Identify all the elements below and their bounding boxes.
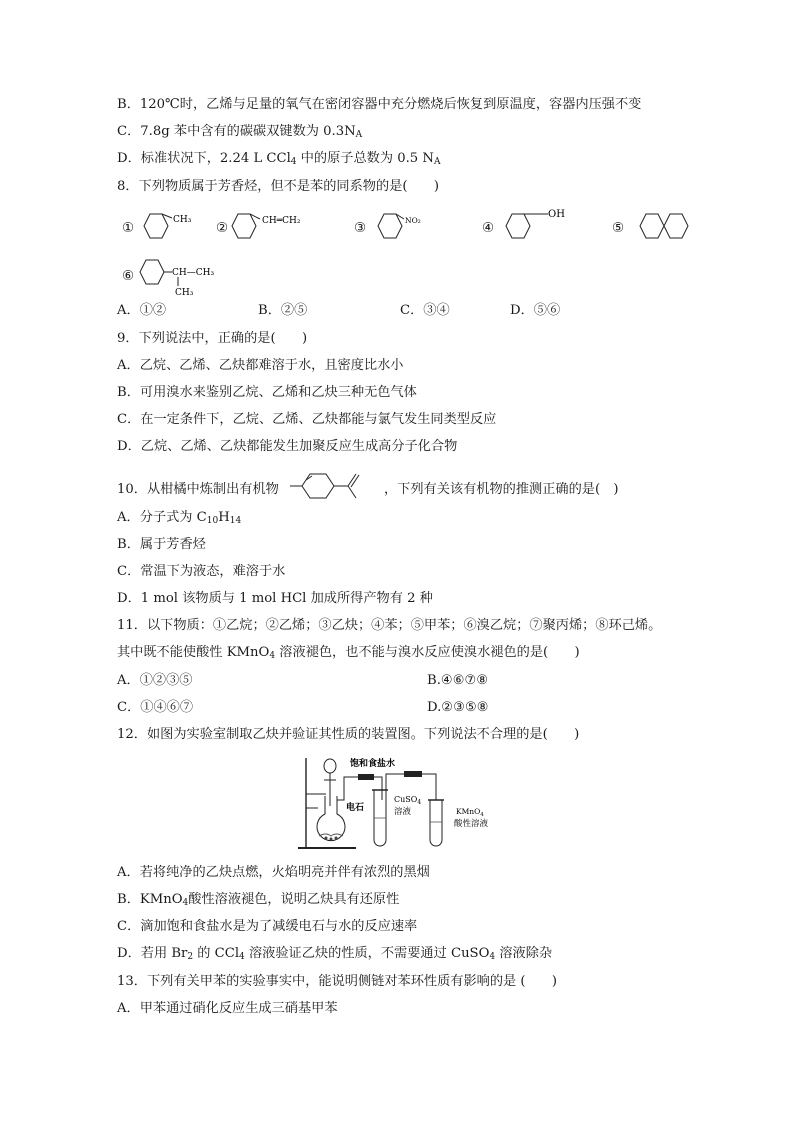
limonene-structure <box>290 466 380 508</box>
tube1-label-solution: 溶液 <box>394 807 412 817</box>
q8-label-3: ③ <box>354 220 367 236</box>
flask-label: 电石 <box>346 803 365 813</box>
tube1-label-formula: CuSO$_4$ <box>394 795 422 806</box>
q11-option-d: D.②③⑤⑧ <box>427 700 489 715</box>
q13-option-a: A．甲苯通过硝化反应生成三硝基甲苯 <box>117 1001 338 1016</box>
q12-stem: 12．如图为实验室制取乙炔并验证其性质的装置图。下列说法不合理的是( ) <box>117 727 580 742</box>
q9-option-c: C．在一定条件下，乙烷、乙烯、乙炔都能与氯气发生同类型反应 <box>117 412 497 427</box>
q8-option-b: B．②⑤ <box>258 303 308 318</box>
nitrobenzene-structure <box>376 210 446 250</box>
q11-option-b: B.④⑥⑦⑧ <box>427 673 489 688</box>
q8-label-2: ② <box>216 220 229 236</box>
q10-option-c: C．常温下为液态，难溶于水 <box>117 564 286 579</box>
q11-option-a: A．①②③⑤ <box>117 673 193 688</box>
q10-stem-end: ，下列有关该有机物的推测正确的是( ) <box>384 482 619 497</box>
q8-label-1: ① <box>122 220 135 236</box>
q8-option-d: D．⑤⑥ <box>510 303 561 318</box>
q8-option-c: C．③④ <box>400 303 450 318</box>
q7-option-b: B．120℃时，乙烯与足量的氧气在密闭容器中充分燃烧后恢复到原温度，容器内压强不变 <box>117 97 642 112</box>
q9-option-b: B．可用溴水来鉴别乙烷、乙烯和乙炔三种无色气体 <box>117 385 417 400</box>
acetylene-apparatus-figure <box>296 752 516 854</box>
q12-option-a: A．若将纯净的乙炔点燃，火焰明亮并伴有浓烈的黑烟 <box>117 865 430 880</box>
q8-label-4: ④ <box>482 220 495 236</box>
q8-group-3: NO₂ <box>405 216 421 225</box>
q12-option-b: B．KMnO$_4$酸性溶液褪色，说明乙炔具有还原性 <box>117 892 400 908</box>
tube2-label-formula: KMnO$_4$ <box>456 807 484 818</box>
tube2-label-solution: 酸性溶液 <box>454 819 489 829</box>
q12-option-d: D．若用 $Br_2$ 的 CCl$_4$ 溶液验证乙炔的性质，不需要通过 CuSO$_4$ 溶液除杂 <box>117 946 553 962</box>
q9-option-a: A．乙烷、乙烯、乙炔都难溶于水，且密度比水小 <box>117 358 404 373</box>
styrene-structure <box>230 210 330 250</box>
q11-stem-line1: 11．以下物质：①乙烷；②乙烯；③乙炔；④苯；⑤甲苯；⑥溴乙烷；⑦聚丙烯；⑧环己烯。 <box>117 618 662 633</box>
q9-stem: 9．下列说法中，正确的是( ) <box>117 331 308 346</box>
q8-label-5: ⑤ <box>612 220 625 236</box>
q11-option-c: C．①④⑥⑦ <box>117 700 194 715</box>
naphthalene-structure <box>638 210 694 246</box>
q8-option-a: A．①② <box>117 303 167 318</box>
q10-option-d: D．1 mol 该物质与 1 mol HCl 加成所得产物有 2 种 <box>117 591 433 606</box>
q7-option-c: C．7.8g 苯中含有的碳碳双键数为 $0.3N_A$ <box>117 124 363 140</box>
phenol-structure <box>504 208 574 248</box>
q7-option-d: D．标准状况下，2.24 L CCl$_4$ 中的原子总数为 0.5 $N_A$ <box>117 151 441 167</box>
q11-stem-line2: 其中既不能使酸性 KMnO$_4$ 溶液褪色，也不能与溴水反应使溴水褪色的是( ) <box>117 645 580 661</box>
q12-option-c: C．滴加饱和食盐水是为了减缓电石与水的反应速率 <box>117 919 418 934</box>
q8-group-4: OH <box>548 209 565 220</box>
q10-option-b: B．属于芳香烃 <box>117 537 206 552</box>
q8-group-5: CH—CH₃ <box>172 268 215 278</box>
q13-stem: 13．下列有关甲苯的实验事实中，能说明侧链对苯环性质有影响的是 ( ) <box>117 974 558 989</box>
q10-stem-start: 10．从柑橘中炼制出有机物 <box>117 482 279 497</box>
q8-group-1: CH₃ <box>173 215 192 225</box>
toluene-structure <box>138 210 208 250</box>
q8-stem: 8．下列物质属于芳香烃，但不是苯的同系物的是( ) <box>117 179 439 194</box>
q9-option-d: D．乙烷、乙烯、乙炔都能发生加聚反应生成高分子化合物 <box>117 439 458 454</box>
q10-option-a: A．分子式为 $C_{10}H_{14}$ <box>117 510 242 526</box>
q8-label-6: ⑥ <box>122 268 135 284</box>
q8-group-2: CH═CH₂ <box>262 216 301 226</box>
funnel-label: 饱和食盐水 <box>350 759 396 769</box>
q8-group-6: CH₃ <box>175 288 194 298</box>
cumene-structure <box>138 256 228 300</box>
